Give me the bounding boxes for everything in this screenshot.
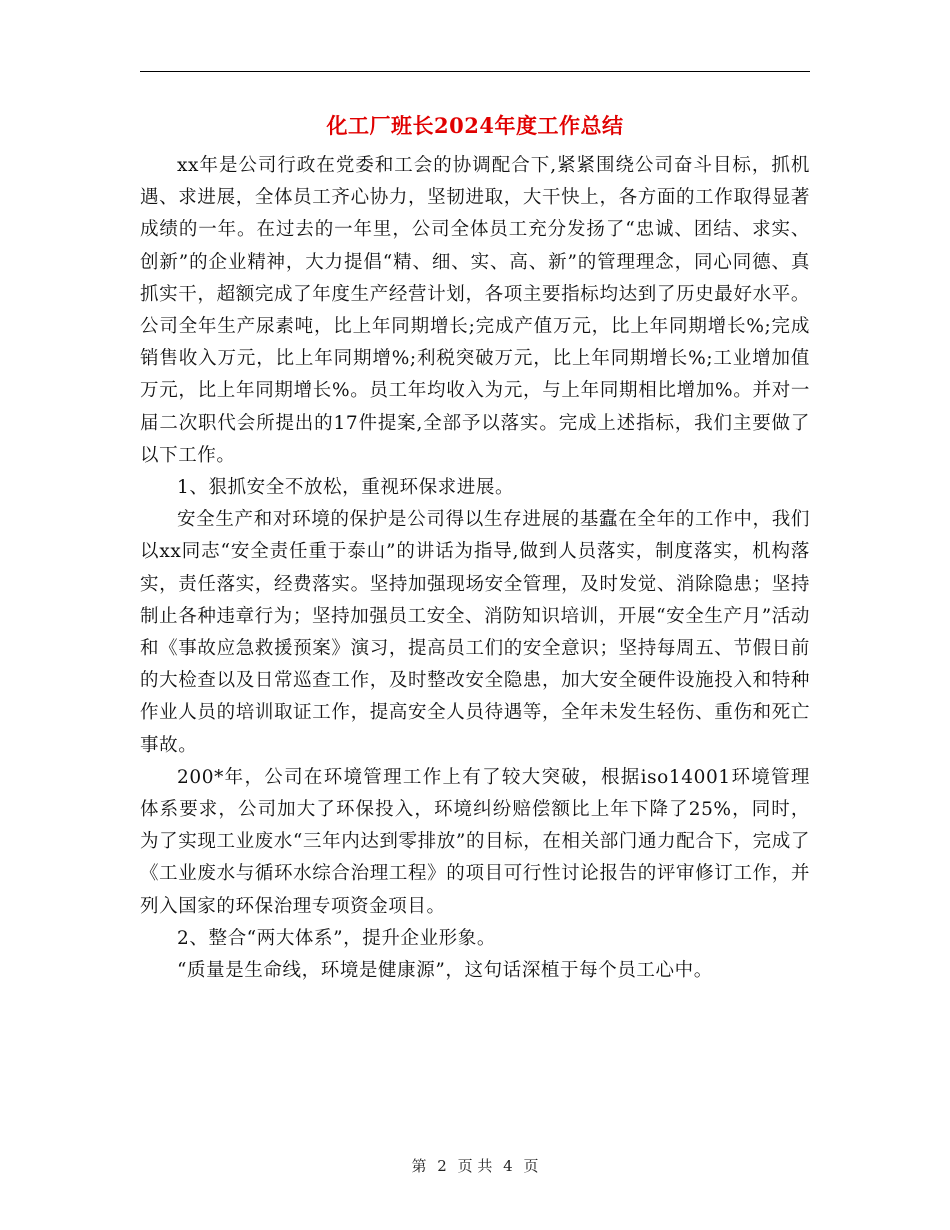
document-body bbox=[140, 150, 810, 987]
paragraph-intro: xx年是公司行政在党委和工会的协调配合下,紧紧围绕公司奋斗目标，抓机遇、求进展，全体员工齐心协力，坚韧进取，大干快上，各方面的工作取得显著成绩的一年。在过去的一年里，公司全体员工充分发扬了“忠诚、团结、求实、创新”的企业精神，大力提倡“精、细、实、高、新”的管理理念，同心同德、真抓实干，超额完成了年度生产经营计划，各项主要指标均达到了历史最好水平。公司全年生产尿素吨，比上年同期增长;完成产值万元，比上年同期增长%;完成销售收入万元，比上年同期增%;利税突破万元，比上年同期增长%;工业增加值万元，比上年同期增长%。员工年均收入为元，与上年同期相比增加%。并对一届二次职代会所提出的17件提案,全部予以落实。完成上述指标，我们主要做了以下工作。 bbox=[140, 155, 810, 466]
footer-prefix: 第 bbox=[411, 1157, 427, 1175]
footer-total-pages: 4 bbox=[503, 1157, 513, 1175]
paragraph-environment: 200*年，公司在环境管理工作上有了较大突破，根据iso14001环境管理体系要求，公司加大了环保投入，环境纠纷赔偿额比上年下降了25%，同时，为了实现工业废水“三年内达到零排放”的目标，在相关部门通力配合下，完成了《工业废水与循环水综合治理工程》的项目可行性讨论报告的评审修订工作，并列入国家的环保治理专项资金项目。 bbox=[140, 766, 810, 917]
document-title: 化工厂班长2024年度工作总结 bbox=[326, 113, 624, 138]
page-footer bbox=[0, 1155, 950, 1176]
footer-middle: 页 共 bbox=[457, 1157, 493, 1175]
section-heading-2: 2、整合“两大体系”，提升企业形象。 bbox=[177, 927, 496, 949]
paragraph-quality: “质量是生命线，环境是健康源”，这句话深植于每个员工心中。 bbox=[177, 960, 713, 982]
paragraph-safety: 安全生产和对环境的保护是公司得以生存进展的基蠹在全年的工作中，我们以xx同志“安全责任重于泰山”的讲话为指导,做到人员落实，制度落实，机构落实，责任落实，经费落实。坚持加强现场安全管理，及时发觉、消除隐患；坚持制止各种违章行为；坚持加强员工安全、消防知识培训，开展“安全生产月”活动和《事故应急救援预案》演习，提高员工们的安全意识；坚持每周五、节假日前的大检查以及日常巡查工作，及时整改安全隐患，加大安全硬件设施投入和特种作业人员的培训取证工作，提高安全人员待遇等，全年未发生轻伤、重伤和死亡事故。 bbox=[140, 509, 810, 756]
section-heading-1: 1、狠抓安全不放松，重视环保求进展。 bbox=[177, 477, 515, 499]
footer-current-page: 2 bbox=[437, 1157, 447, 1175]
footer-suffix: 页 bbox=[523, 1157, 539, 1175]
header-rule bbox=[140, 71, 810, 72]
